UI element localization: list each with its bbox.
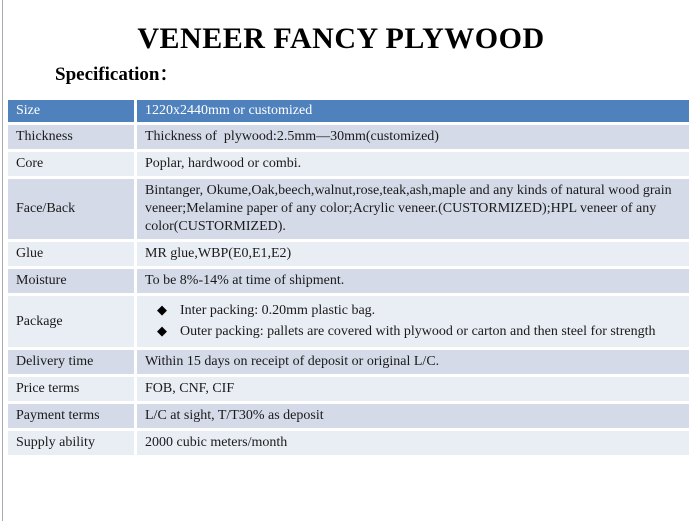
row-value: Within 15 days on receipt of deposit or original L/C. (137, 350, 689, 374)
row-label: Price terms (8, 377, 134, 401)
table-row (8, 242, 689, 266)
table-row (8, 125, 689, 149)
row-value: Thickness of plywood:2.5mm—30mm(customized) (137, 125, 689, 149)
row-label: Glue (8, 242, 134, 266)
bullet-text: Outer packing: pallets are covered with plywood or carton and then steel for strength (180, 324, 656, 339)
row-value: To be 8%-14% at time of shipment. (137, 269, 689, 293)
row-value (137, 296, 689, 347)
row-label: Delivery time (8, 350, 134, 374)
table-row (8, 377, 689, 401)
bullet-line (145, 302, 681, 320)
specification-table (5, 97, 692, 458)
table-row (8, 296, 689, 347)
diamond-bullet-icon: ◆ (157, 324, 167, 339)
row-label: Supply ability (8, 431, 134, 455)
table-row (8, 152, 689, 176)
row-value: Bintanger, Okume,Oak,beech,walnut,rose,teak,ash,maple and any kinds of natural wood grain veneer;Melamine paper of any color;Acrylic veneer.(CUSTORMIZED);HPL veneer of any color(CUSTORMIZED). (137, 179, 689, 239)
row-label: Thickness (8, 125, 134, 149)
specification-table-body (8, 100, 689, 455)
row-label: Face/Back (8, 179, 134, 239)
row-label: Size (8, 100, 134, 122)
row-value: MR glue,WBP(E0,E1,E2) (137, 242, 689, 266)
table-row (8, 350, 689, 374)
row-label: Payment terms (8, 404, 134, 428)
row-value: 1220x2440mm or customized (137, 100, 689, 122)
bullet-text: Inter packing: 0.20mm plastic bag. (180, 303, 376, 318)
row-value: L/C at sight, T/T30% as deposit (137, 404, 689, 428)
table-row (8, 404, 689, 428)
section-label: Specification： (55, 64, 179, 85)
page-edge-line (2, 0, 3, 521)
table-row (8, 100, 689, 122)
row-value: FOB, CNF, CIF (137, 377, 689, 401)
row-value: 2000 cubic meters/month (137, 431, 689, 455)
page-title: VENEER FANCY PLYWOOD (137, 22, 545, 55)
table-row (8, 431, 689, 455)
diamond-bullet-icon: ◆ (157, 303, 167, 318)
table-row (8, 269, 689, 293)
bullet-line (145, 323, 681, 341)
row-label: Core (8, 152, 134, 176)
row-label: Package (8, 296, 134, 347)
row-label: Moisture (8, 269, 134, 293)
row-value: Poplar, hardwood or combi. (137, 152, 689, 176)
table-row (8, 179, 689, 239)
